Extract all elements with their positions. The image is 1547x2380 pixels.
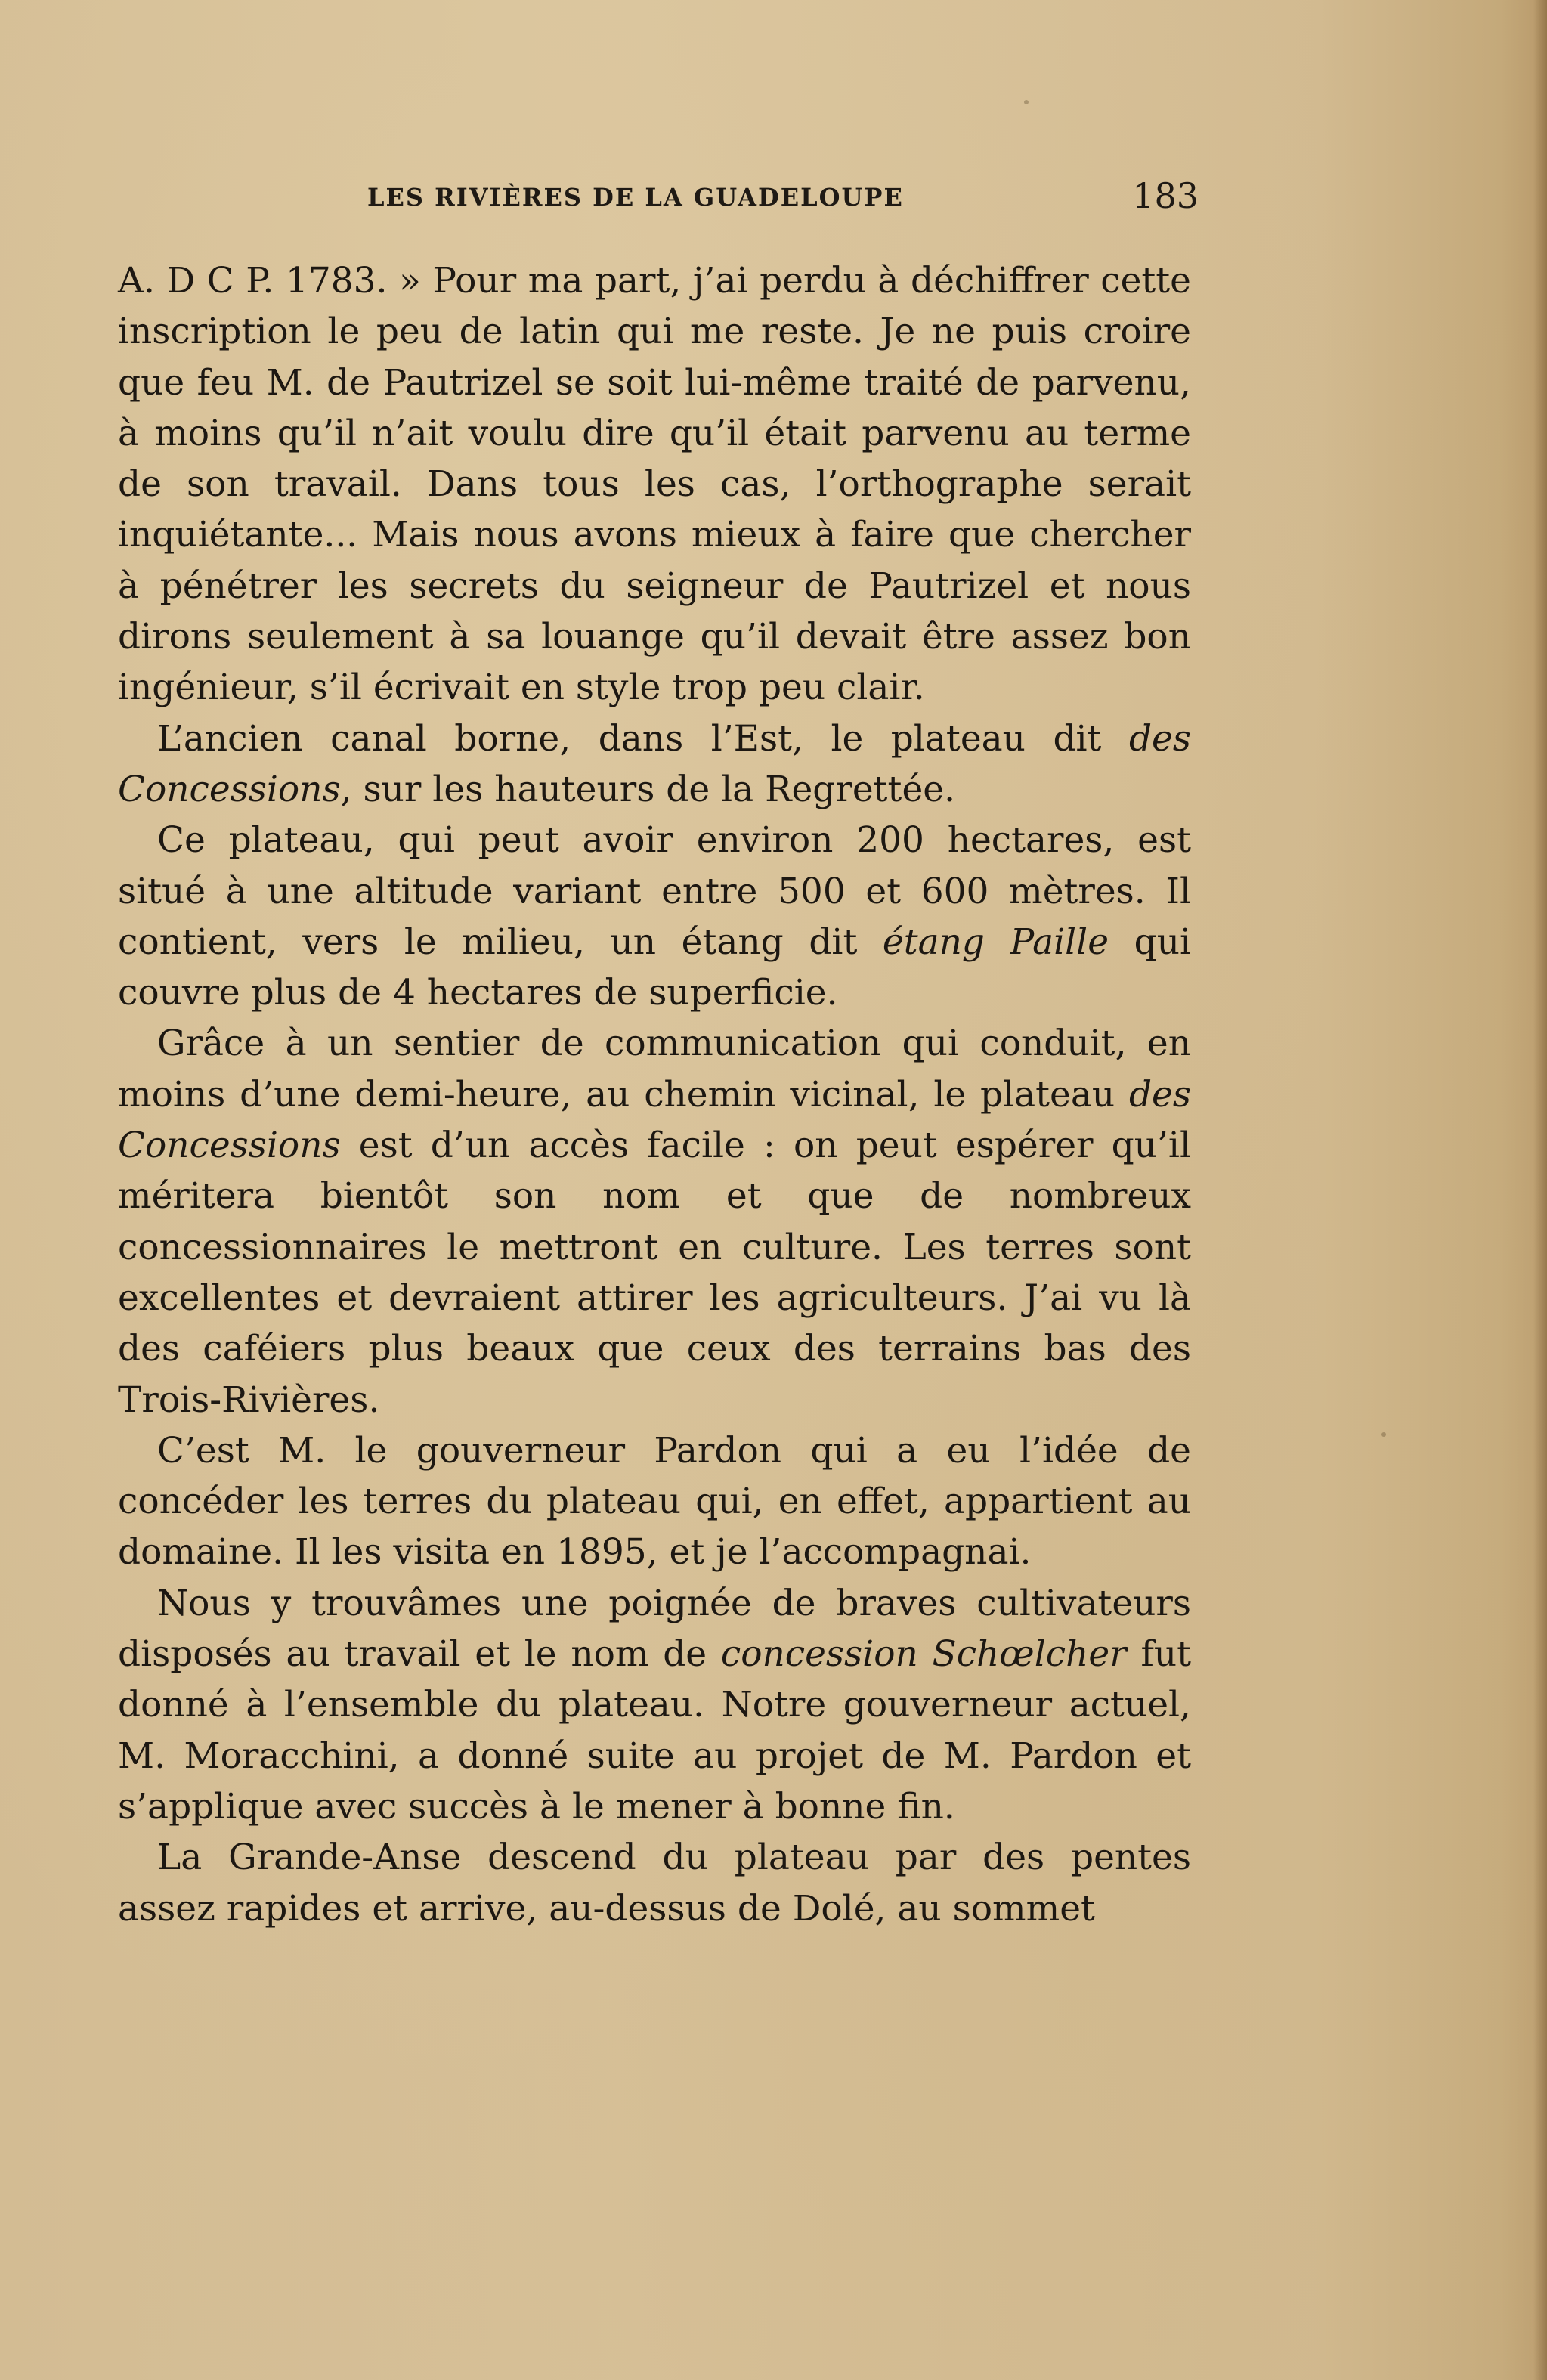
- body-text: [118, 255, 1191, 1934]
- paragraph-text: qui couvre plus de 4 hectares de superficie.: [118, 921, 1192, 1014]
- paragraph-text: Grâce à un sentier de communication qui conduit, en moins d’une demi-heure, au chemin vicinal, le plateau: [118, 1023, 1191, 1116]
- italic-term: étang Paille: [882, 921, 1109, 963]
- running-head: [118, 175, 1199, 228]
- paragraph-5: [118, 1425, 1191, 1578]
- paragraph-2: [118, 713, 1191, 816]
- paragraph-7: [118, 1832, 1191, 1934]
- page-number: 183: [1132, 175, 1199, 216]
- paragraph-text: est d’un accès facile : on peut espérer qu’il méritera bientôt son nom et que de nombreux concessionnaires le mettront en culture. Les terres sont excellentes et devraient attirer les agriculteurs. J’ai vu là des caféiers plus beaux que ceux des terrains bas des Trois-Rivières.: [118, 1125, 1191, 1421]
- paragraph-text: Nous y trouvâmes une poignée de braves cultivateurs disposés au travail et le nom de: [118, 1582, 1191, 1676]
- paper-speck: [1024, 100, 1029, 104]
- paragraph-4: [118, 1018, 1191, 1425]
- paragraph-text: A. D C P. 1783. » Pour ma part, j’ai perdu à déchiffrer cette inscription le peu de latin qui me reste. Je ne puis croire que feu M. de Pautrizel se soit lui-même traité de parvenu, à moins qu’il n’ait voulu dire qu’il était parvenu au terme de son travail. Dans tous les cas, l’orthographe serait inquiétante... Mais nous avons mieux à faire que chercher à pénétrer les secrets du seigneur de Pautrizel et nous dirons seulement à sa louange qu’il devait être assez bon ingénieur, s’il écrivait en style trop peu clair.: [118, 260, 1191, 709]
- paragraph-text: , sur les hauteurs de la Regrettée.: [340, 768, 956, 810]
- running-head-title: LES RIVIÈRES DE LA GUADELOUPE: [367, 183, 904, 212]
- paragraph-text: Ce plateau, qui peut avoir environ 200 hectares, est situé à une altitude variant entre 500 et 600 mètres. Il contient, vers le milieu, un étang dit: [118, 819, 1191, 963]
- page-edge-shadow: [1533, 0, 1547, 2380]
- paragraph-text: La Grande-Anse descend du plateau par des pentes assez rapides et arrive, au-dessus de Dolé, au sommet: [118, 1837, 1191, 1930]
- paragraph-text: fut donné à l’ensemble du plateau. Notre gouverneur actuel, M. Moracchini, a donné suite au projet de M. Pardon et s’applique avec succès à le mener à bonne fin.: [118, 1633, 1191, 1828]
- paragraph-1: [118, 255, 1191, 713]
- paragraph-text: L’ancien canal borne, dans l’Est, le plateau dit: [157, 717, 1129, 760]
- paragraph-text: C’est M. le gouverneur Pardon qui a eu l’idée de concéder les terres du plateau qui, en effet, appartient au domaine. Il les visita en 1895, et je l’accompagnai.: [118, 1429, 1191, 1574]
- paragraph-3: [118, 815, 1191, 1018]
- paragraph-6: [118, 1578, 1191, 1832]
- paper-speck: [1381, 1432, 1386, 1437]
- italic-term: concession Schœlcher: [720, 1633, 1127, 1676]
- italic-term: des Concessions: [118, 717, 1191, 810]
- italic-term: des Concessions: [118, 1073, 1191, 1167]
